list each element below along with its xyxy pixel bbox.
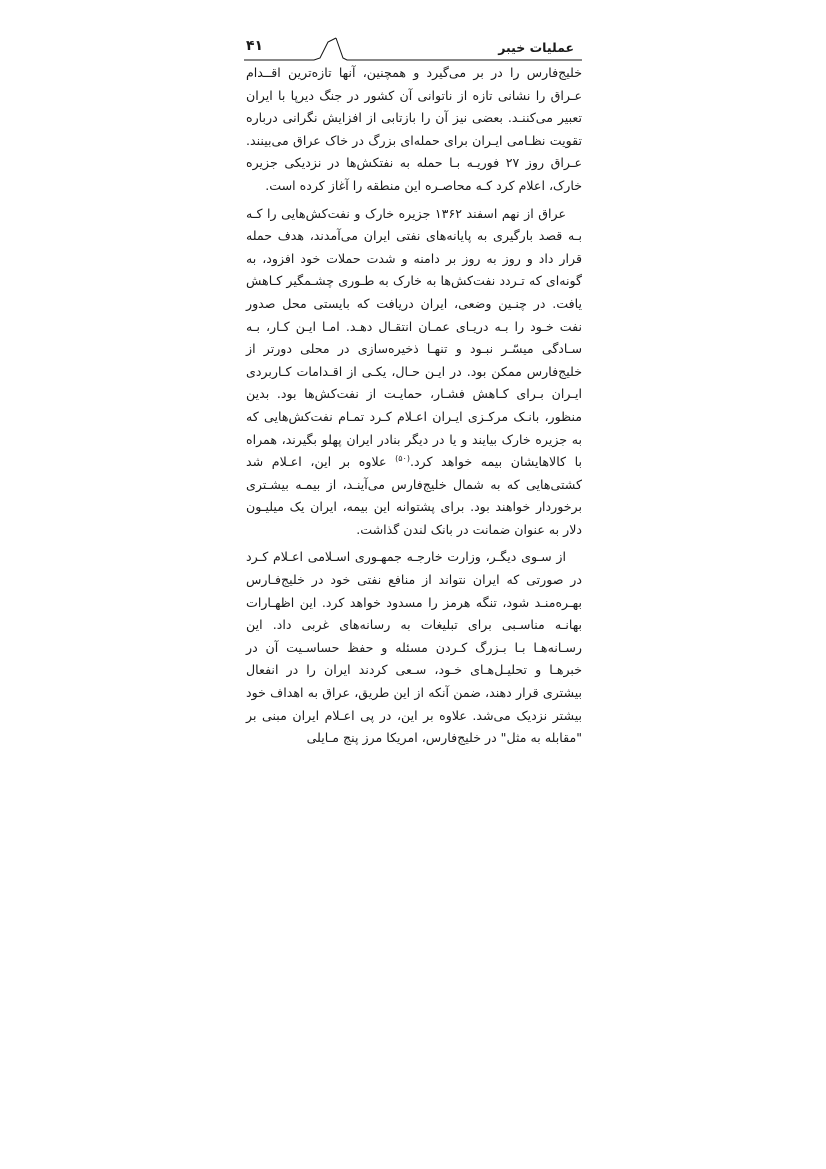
running-title: عملیات خیبر	[498, 40, 574, 55]
paragraph-2	[246, 203, 582, 542]
paragraph-2-text-before-footnote: عراق از نهم اسفند ۱۳۶۲ جزیره خارک و نفت‌کش‌هایی را کـه بـه قصد بارگیری به پایانه‌های نفتی ایران می‌آمدند، هدف حمله قرار داد و روز به روز بر دامنه و شدت حملات خود افزود، به گونه‌ای که تـردد نفت‌کش‌ها به خارک به طـوری چشـمگیر کـاهش یافت. در چنـین وضعی، ایران دریافت که بایستی محل صدور نفت خـود را بـه دریـای عمـان انتقـال دهـد. امـا ایـن کـار، بـه سـادگی میسّـر نبـود و تنهـا ذخیره‌سازی در محلی دورتر از خلیج‌فارس ممکن بود. در ایـن حـال، یکـی از اقـدامات کـاربردی ایـران بـرای کـاهش فشـار، حمایـت از نفت‌کش‌ها بود. بدین منظور، بانـک مرکـزی ایـران اعـلام کـرد تمـام نفت‌کش‌هایی که به جزیره خارک بیایند و یا در دیگر بنادر ایران پهلو بگیرند، همراه با کالاهایشان بیمه خواهد کرد.	[246, 205, 583, 470]
body-text	[246, 62, 582, 755]
paragraph-3: از سـوی دیگـر، وزارت خارجـه جمهـوری اسـلامی اعـلام کـرد در صورتی که ایران نتواند از منافع نفتی خود در خلیج‌فـارس بهـره‌منـد شود، تنگه هرمز را مسدود خواهد کرد. این اظهـارات بهانـه مناسـبی برای تبلیغات به رسانه‌های غربی داد. این رسـانه‌هـا بـا بـزرگ کـردن مسئله و حفظ حساسـیت آن در خبرهـا و تحلیـل‌هـای خـود، سـعی کردند ایران را در انفعال بیشتری قرار دهند، ضمن آنکه از این طریق، عراق به اهداف خود بیشتر نزدیک می‌شد. علاوه بر این، در پی اعـلام ایران مبنی بر "مقابله به مثل" در خلیج‌فارس، امریکا مرز پنج مـایلی	[246, 549, 582, 746]
paragraph-2-text-after-footnote: علاوه بر این، اعـلام شد کشتی‌هایی که به شمال خلیج‌فارس می‌آینـد، از بیمـه بیشـتری برخوردار خواهند بود. برای پشتوانه این بیمه، ایران یک میلیـون دلار به عنوان ضمانت در بانک لندن گذاشت.	[246, 454, 582, 537]
running-header	[244, 36, 582, 62]
page-number: ۴۱	[246, 38, 264, 54]
footnote-reference: (۵۰)	[395, 453, 410, 463]
paragraph-1: خلیج‌فارس را در بر می‌گیرد و همچنین، آنها تازه‌ترین اقــدام عـراق را نشانی تازه از ناتوانی آن کشور در جنگ دیرپا با ایران تعبیر می‌کننـد. بعضی نیز آن را بازتابی از افزایش نگرانی درباره تقویت نظـامی ایـران برای حمله‌ای بزرگ در خاک عراق می‌بینند. عـراق روز ۲۷ فوریـه بـا حمله به نفتکش‌ها در نزدیکی جزیره خارک، اعلام کرد کـه محاصـره این منطقه را آغاز کرده است.	[246, 65, 582, 193]
